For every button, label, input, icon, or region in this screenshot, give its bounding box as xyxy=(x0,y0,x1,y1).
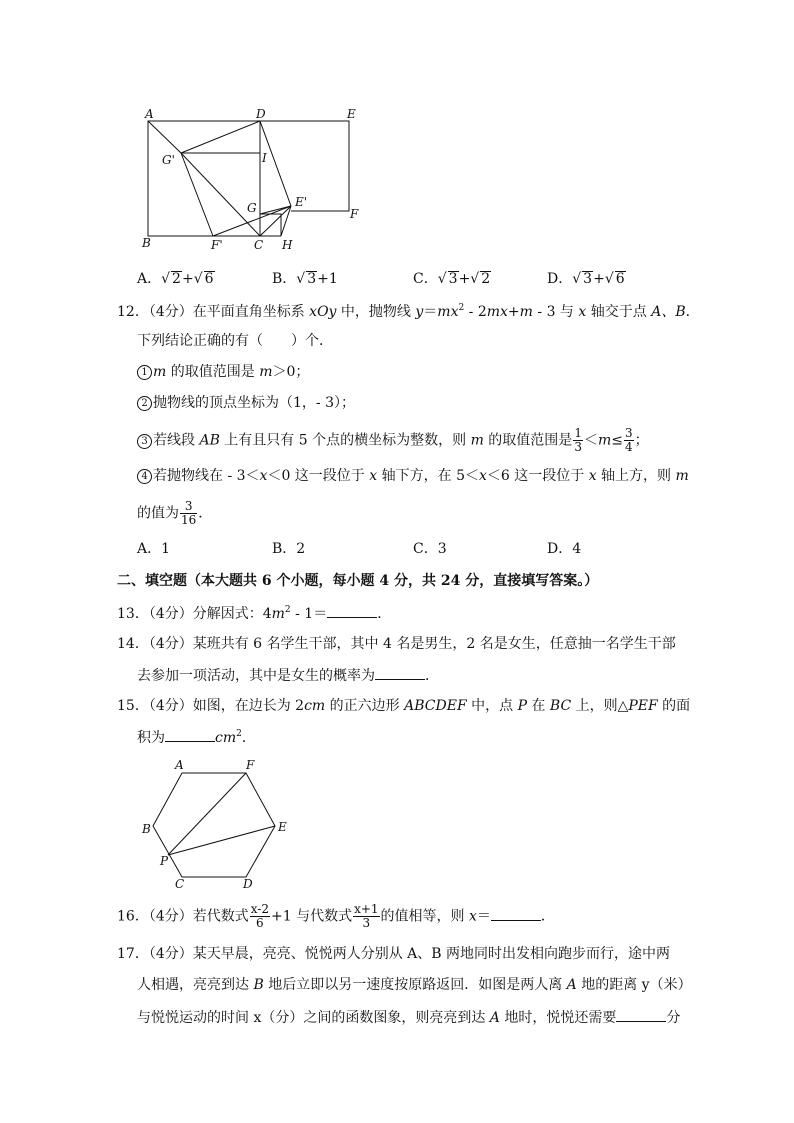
q12-statement-3: 3 若线段 AB 上有且只有 5 个点的横坐标为整数，则 m 的取值范围是 $\frac{1}{3}$ ＜m≤ $\frac{3}{4}$ ； xyxy=(137,427,649,454)
fraction-x-minus-2-over-6: $\frac{x-2}{6}$ xyxy=(250,902,269,930)
q11-option-d[interactable]: D．√ 3+√ 6 xyxy=(547,271,625,287)
fig2-label-d: D xyxy=(243,877,253,891)
q16: 16．（4分）若代数式 $\frac{x-2}{6}$ +1 与代数式 $\frac{x+1}{3}$ 的值相等，则 x＝ ． xyxy=(117,902,555,930)
fig1-label-d: D xyxy=(256,107,266,121)
fig1-label-g-prime: G' xyxy=(162,153,175,167)
q14-line1: 14．（4分）某班共有 6 名学生干部，其中 4 名是男生，2 名是女生，任意抽一名学生干部 xyxy=(117,636,676,652)
fig1-label-i: I xyxy=(262,151,267,165)
q17-line1: 17．（4分）某天早晨，亮亮、悦悦两人分别从 A、B 两地同时出发相向跑步而行，途中两 xyxy=(117,946,671,962)
fig1-label-e-prime: E' xyxy=(295,195,308,209)
q16-answer-blank[interactable] xyxy=(491,906,541,921)
q12-stem-line2: 下列结论正确的有（ ）个． xyxy=(137,333,333,349)
q12-option-c[interactable]: C．3 xyxy=(413,541,447,557)
hexagon-abcdef xyxy=(153,773,275,877)
fig1-label-g: G xyxy=(247,201,257,215)
fig2-label-b: B xyxy=(142,822,151,836)
segment-pf xyxy=(168,773,246,855)
q12-option-a[interactable]: A．1 xyxy=(137,541,171,557)
q12-statement-4-cont: 的值为 $\frac{3}{16}$ ． xyxy=(137,499,213,527)
q11-option-c[interactable]: C．√ 3+√ 2 xyxy=(413,271,491,287)
q12-statement-4: 4 若抛物线在 - 3＜x＜0 这一段位于 x 轴下方，在 5＜x＜6 这一段位于 x 轴上方，则 m xyxy=(137,466,689,486)
fig2-label-c: C xyxy=(175,877,185,891)
geometry-figure-rectangle xyxy=(135,100,375,260)
segment-pe xyxy=(168,826,275,855)
section-heading-fill-in: 二、填空题（本大题共 6 个小题，每小题 4 分，共 24 分，直接填写答案。） xyxy=(117,573,599,589)
q15-answer-blank[interactable] xyxy=(165,727,215,742)
fraction-three-quarters: $\frac{3}{4}$ xyxy=(624,426,633,454)
fig1-label-h: H xyxy=(282,238,293,252)
fig2-label-a: A xyxy=(175,758,184,772)
q15-line1: 15．（4分）如图，在边长为 2cm 的正六边形 ABCDEF 中，点 P 在 BC 上，则△PEF 的面 xyxy=(117,698,691,714)
q13-answer-blank[interactable] xyxy=(327,603,377,618)
q17-answer-blank[interactable] xyxy=(616,1007,666,1022)
fraction-three-sixteenths: $\frac{3}{16}$ xyxy=(181,499,197,527)
fraction-one-third: $\frac{1}{3}$ xyxy=(574,426,582,454)
fig1-label-a: A xyxy=(145,107,154,121)
fig2-label-f: F xyxy=(246,758,255,772)
fig1-label-f: F xyxy=(350,207,359,221)
q14-line2: 去参加一项活动，其中是女生的概率为 ． xyxy=(137,665,439,686)
fig2-label-p: P xyxy=(160,854,169,868)
q12-statement-1: 1 m 的取值范围是 m＞0； xyxy=(137,362,309,382)
q12-stem-line1: 12．（4分）在平面直角坐标系 xOy 中，抛物线 $y=mx^2 - 2mx+m - 3$ 与 x 轴交于点 A、B． xyxy=(117,303,700,320)
fig2-label-e: E xyxy=(278,820,287,834)
fig1-label-f-prime: F' xyxy=(211,238,223,252)
q17-line2: 人相遇，亮亮到达 B 地后立即以另一速度按原路返回．如图是两人离 A 地的距离 y（米） xyxy=(137,977,692,993)
q11-option-a[interactable]: A．√ 2+√ 6 xyxy=(137,271,214,287)
q14-answer-blank[interactable] xyxy=(375,665,425,680)
q12-option-d[interactable]: D．4 xyxy=(547,541,582,557)
q17-line3: 与悦悦运动的时间 x（分）之间的函数图象，则亮亮到达 A 地时，悦悦还需要 分 xyxy=(137,1007,680,1028)
q15-line2: 积为 $cm^2$． xyxy=(137,729,256,746)
fig1-label-b: B xyxy=(142,236,151,250)
fig1-label-e: E xyxy=(347,107,356,121)
q11-option-b[interactable]: B．√ 3+1 xyxy=(272,271,338,287)
fig1-label-c: C xyxy=(254,238,264,252)
q12-statement-2: 2 抛物线的顶点坐标为（1，- 3）； xyxy=(137,393,355,413)
fraction-x-plus-1-over-3: $\frac{x+1}{3}$ xyxy=(354,902,379,930)
hexagon-figure xyxy=(138,755,298,895)
q12-option-b[interactable]: B．2 xyxy=(272,541,306,557)
q13: 13．（4分）分解因式：$4m^2 - 1=$ ． xyxy=(117,605,392,622)
